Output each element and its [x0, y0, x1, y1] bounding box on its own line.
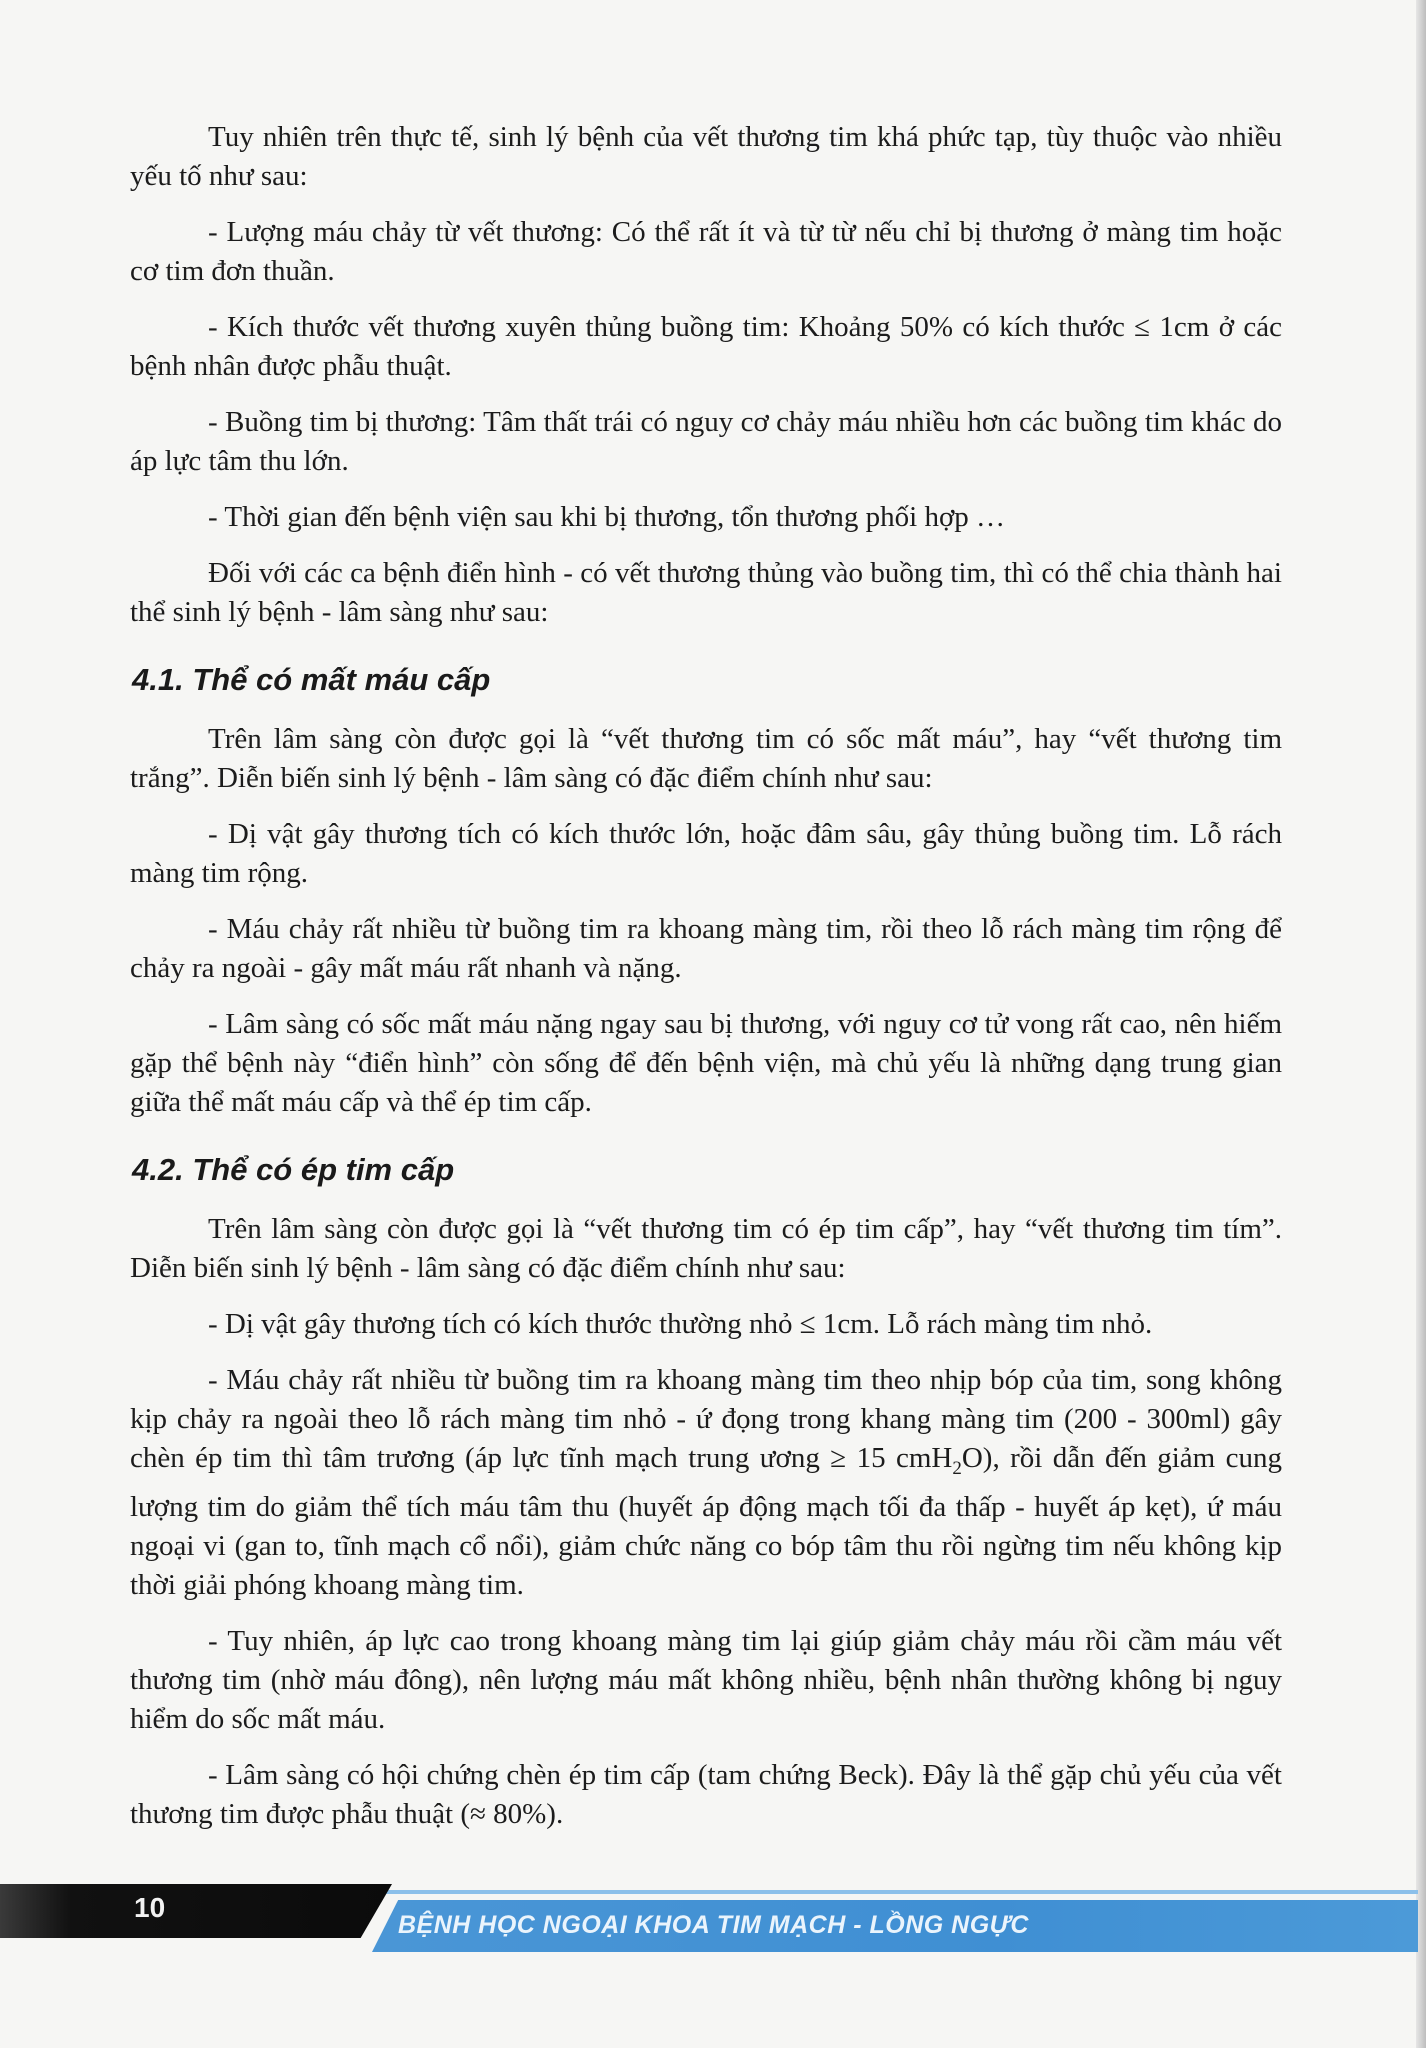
section-heading-acute-blood-loss: 4.1. Thể có mất máu cấp — [132, 662, 491, 697]
section1-item-bleeding: - Máu chảy rất nhiều từ buồng tim ra khoang màng tim, rồi theo lỗ rách màng tim rộng để chảy ra ngoài - gây mất máu rất nhanh và nặng. — [130, 913, 1282, 984]
section2-item-clinical: - Lâm sàng có hội chứng chèn ép tim cấp (tam chứng Beck). Đây là thể gặp chủ yếu của vết thương tim được phẫu thuật (≈ 80%). — [130, 1758, 1282, 1830]
footer-page-tab — [0, 1884, 392, 1938]
section2-item-pressure: - Tuy nhiên, áp lực cao trong khoang màng tim lại giúp giảm chảy máu rồi cầm máu vết thương tim (nhờ máu đông), nên lượng máu mất không nhiều, bệnh nhân thường không bị nguy hiểm do sốc mất máu. — [130, 1624, 1282, 1735]
section-heading-tamponade: 4.2. Thể có ép tim cấp — [132, 1152, 455, 1187]
section2-item-foreign-body: - Dị vật gây thương tích có kích thước thường nhỏ ≤ 1cm. Lỗ rách màng tim nhỏ. — [208, 1308, 1153, 1340]
intro-item-time: - Thời gian đến bệnh viện sau khi bị thương, tổn thương phối hợp … — [208, 501, 1006, 533]
book-title: BỆNH HỌC NGOẠI KHOA TIM MẠCH - LỒNG NGỰC — [398, 1911, 1029, 1939]
section2-item-tamponade: - Máu chảy rất nhiều từ buồng tim ra khoang màng tim theo nhịp bóp của tim, song không kịp chảy ra ngoài theo lỗ rách màng tim nhỏ - ứ đọng trong khang màng tim (200 - 300ml) gây chèn ép tim thì tâm trương (áp lực tĩnh mạch trung ương ≥ 15 cmH$_2$O), rồi dẫn đến giảm cung lượng tim do giảm thể tích máu tâm thu (huyết áp động mạch tối đa thấp - huyết áp kẹt), ứ máu ngoại vi (gan to, tĩnh mạch cổ nổi), giảm chức năng co bóp tâm thu rồi ngừng tim nếu không kịp thời giải phóng khoang màng tim. — [130, 1364, 1282, 1601]
page-content — [130, 118, 1282, 1851]
subscript-2: 2 — [952, 1457, 962, 1479]
footer-accent-line — [372, 1890, 1418, 1894]
intro-item-chamber: - Buồng tim bị thương: Tâm thất trái có nguy cơ chảy máu nhiều hơn các buồng tim khác do áp lực tâm thu lớn. — [130, 406, 1282, 477]
section1-intro: Trên lâm sàng còn được gọi là “vết thương tim có sốc mất máu”, hay “vết thương tim trắng”. Diễn biến sinh lý bệnh - lâm sàng có đặc điểm chính như sau: — [130, 723, 1282, 794]
intro-item-wound-size: - Kích thước vết thương xuyên thủng buồng tim: Khoảng 50% có kích thước ≤ 1cm ở các bệnh nhân được phẫu thuật. — [130, 311, 1282, 382]
intro-paragraph: Tuy nhiên trên thực tế, sinh lý bệnh của vết thương tim khá phức tạp, tùy thuộc vào nhiều yếu tố như sau: — [130, 121, 1282, 192]
section1-item-clinical: - Lâm sàng có sốc mất máu nặng ngay sau bị thương, với nguy cơ tử vong rất cao, nên hiếm gặp thể bệnh này “điển hình” còn sống để đến bệnh viện, mà chủ yếu là những dạng trung gian giữa thể mất máu cấp và thể ép tim cấp. — [130, 1008, 1282, 1118]
section2-intro: Trên lâm sàng còn được gọi là “vết thương tim có ép tim cấp”, hay “vết thương tim tím”. Diễn biến sinh lý bệnh - lâm sàng có đặc điểm chính như sau: — [130, 1213, 1282, 1284]
section1-item-foreign-body: - Dị vật gây thương tích có kích thước lớn, hoặc đâm sâu, gây thủng buồng tim. Lỗ rách màng tim rộng. — [130, 818, 1282, 889]
intro-classification: Đối với các ca bệnh điển hình - có vết thương thủng vào buồng tim, thì có thể chia thành hai thể sinh lý bệnh - lâm sàng như sau: — [130, 557, 1282, 628]
intro-item-blood-volume: - Lượng máu chảy từ vết thương: Có thể rất ít và từ từ nếu chỉ bị thương ở màng tim hoặc cơ tim đơn thuần. — [130, 216, 1282, 287]
page-number: 10 — [134, 1892, 166, 1923]
page-footer — [0, 1880, 1426, 1970]
page-edge — [1416, 0, 1426, 2048]
